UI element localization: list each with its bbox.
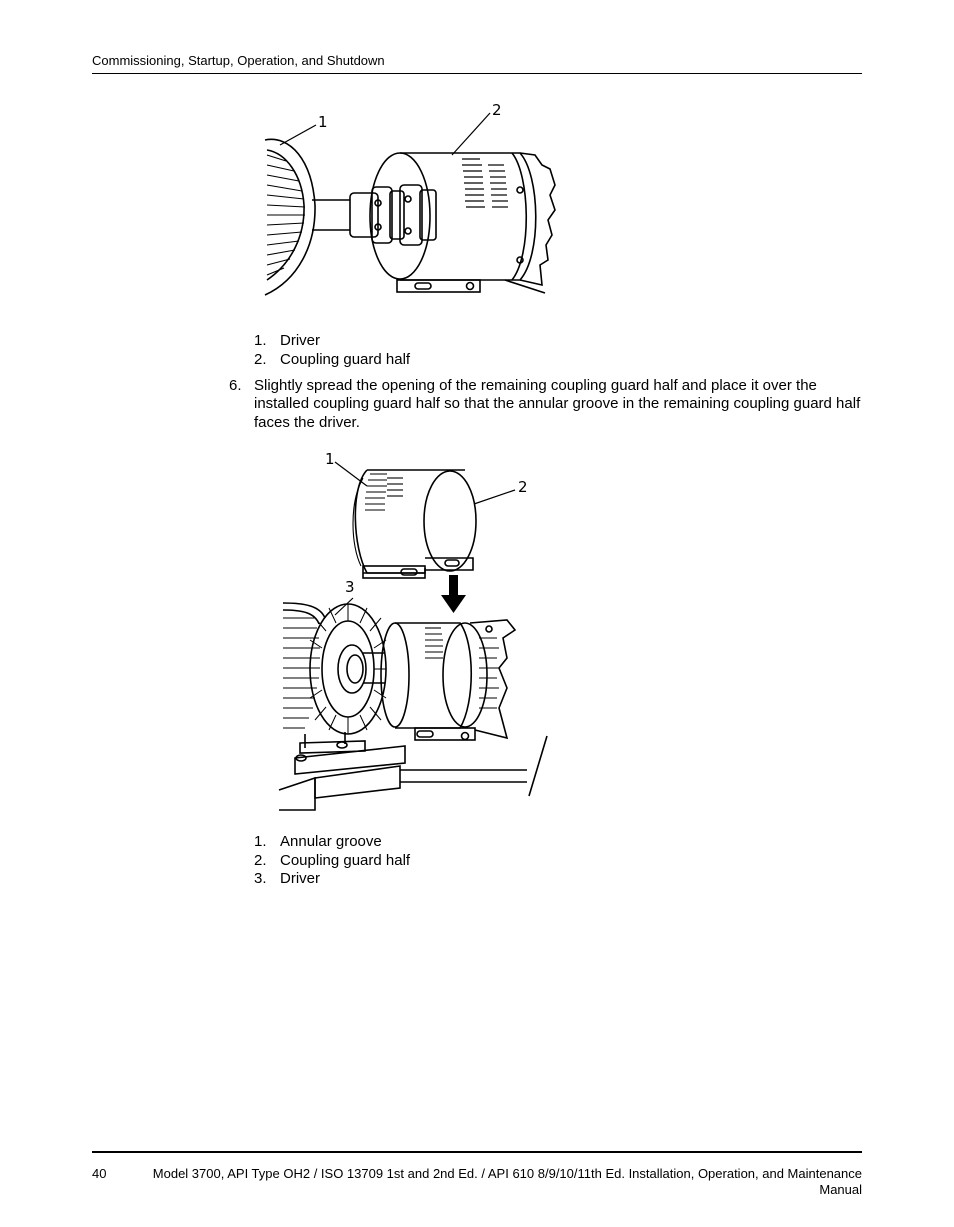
footer-rule xyxy=(92,1151,862,1153)
callout-3: 3 xyxy=(345,578,355,596)
callout-2: 2 xyxy=(518,478,528,496)
legend-item: 2. Coupling guard half xyxy=(254,350,411,368)
driver-drawing xyxy=(283,603,386,734)
figure-coupling-guard-installed xyxy=(250,95,580,310)
remaining-guard-half-drawing xyxy=(353,470,476,578)
header-rule xyxy=(92,73,862,74)
legend-item: 3. Driver xyxy=(254,870,320,887)
baseplate-drawing xyxy=(279,732,547,810)
coupling-guard-half-drawing xyxy=(370,153,555,293)
callout-2: 2 xyxy=(492,101,502,119)
document-title: Model 3700, API Type OH2 / ISO 13709 1st and 2nd Ed. / API 610 8/9/10/11th Ed. Installation, Operation, and Maintenance Manual xyxy=(152,1166,862,1197)
figure1-legend xyxy=(254,332,410,369)
down-arrow-icon xyxy=(441,575,466,613)
callout-1: 1 xyxy=(325,450,335,468)
figure-place-remaining-guard-half xyxy=(275,448,555,818)
step-number: 6. xyxy=(229,377,242,394)
legend-item: 1. Annular groove xyxy=(254,833,382,850)
figure2-legend xyxy=(254,833,410,889)
page-number: 40 xyxy=(92,1166,107,1181)
driver-drawing xyxy=(265,139,315,295)
installed-guard-half-drawing xyxy=(381,620,515,740)
running-header: Commissioning, Startup, Operation, and Shutdown xyxy=(92,53,385,68)
step-6 xyxy=(229,377,869,432)
step-text: Slightly spread the opening of the remaining coupling guard half and place it over the installed coupling guard half so that the annular groove in the remaining coupling guard half faces the driver. xyxy=(254,377,861,431)
legend-item: 1. Driver xyxy=(254,332,320,349)
callout-1: 1 xyxy=(318,113,328,131)
legend-item: 2. Coupling guard half xyxy=(254,851,411,869)
